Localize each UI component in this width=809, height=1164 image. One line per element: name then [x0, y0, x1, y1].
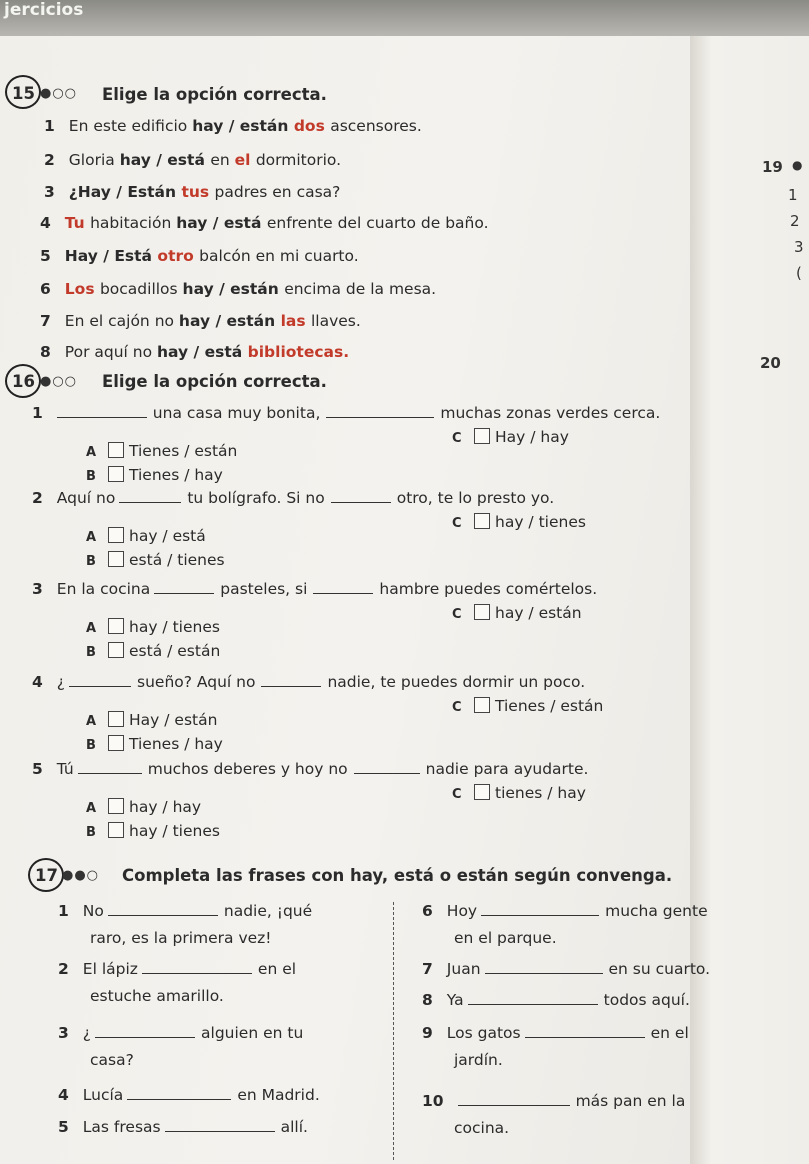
checkbox[interactable]	[474, 513, 490, 529]
answer-blank[interactable]	[326, 405, 434, 418]
sentence-end: en el	[650, 1024, 689, 1042]
exercise-16-item	[32, 404, 660, 422]
option-letter: A	[86, 445, 97, 460]
answer-blank[interactable]	[165, 1119, 275, 1132]
answer-blank[interactable]	[525, 1025, 645, 1038]
option-text: Tienes / están	[495, 697, 604, 715]
option-a[interactable]	[86, 798, 201, 816]
option-b[interactable]	[86, 551, 225, 569]
exercise-15-item	[44, 117, 422, 135]
exercise-17-item	[58, 1086, 320, 1104]
option-text: está / están	[129, 642, 221, 660]
sentence-end: nadie para ayudarte.	[425, 760, 589, 778]
option-c[interactable]	[452, 784, 586, 802]
exercise-17-item	[422, 960, 710, 978]
option-b[interactable]	[86, 642, 220, 660]
option-text: tienes / hay	[495, 784, 586, 802]
option-letter: C	[452, 787, 462, 802]
option-letter: A	[86, 801, 97, 816]
exercise-15-item	[40, 214, 489, 232]
option-text: hay / tienes	[129, 618, 220, 636]
sentence-start: Hoy	[446, 902, 478, 920]
sentence-end: nadie, te puedes dormir un poco.	[327, 673, 586, 691]
exercise-15-item	[40, 280, 436, 298]
item-number: 1	[44, 117, 55, 135]
exercise-19-dot: ●	[792, 158, 803, 172]
item-number: 6	[40, 280, 51, 298]
answer-blank[interactable]	[354, 761, 420, 774]
item-text: Tu habitación hay / está enfrente del cuarto de baño.	[64, 214, 489, 232]
checkbox[interactable]	[108, 618, 124, 634]
answer-blank[interactable]	[154, 581, 214, 594]
sentence-end: todos aquí.	[603, 991, 690, 1009]
exercise-15-item	[40, 247, 359, 265]
option-text: hay / hay	[129, 798, 202, 816]
option-letter: B	[86, 645, 96, 660]
sentence-continuation: raro, es la primera vez!	[90, 929, 272, 947]
sentence-end: en el	[257, 960, 297, 978]
exercise-17-number: 17	[35, 866, 58, 885]
option-letter: A	[86, 621, 97, 636]
checkbox[interactable]	[108, 711, 124, 727]
exercise-17-item	[58, 960, 296, 978]
answer-blank[interactable]	[458, 1093, 570, 1106]
option-letter: A	[86, 714, 97, 729]
option-letter: C	[452, 607, 462, 622]
checkbox[interactable]	[108, 798, 124, 814]
item-number: 7	[422, 960, 433, 978]
checkbox[interactable]	[108, 527, 124, 543]
exercise-15-number: 15	[12, 84, 35, 103]
sentence-start: ¿	[56, 673, 66, 691]
answer-blank[interactable]	[142, 961, 252, 974]
item-number: 2	[32, 489, 43, 507]
item-text: En este edificio hay / están dos ascensores.	[68, 117, 422, 135]
sentence-start: Lucía	[82, 1086, 124, 1104]
sentence-end: hambre puedes comértelos.	[379, 580, 598, 598]
exercise-17-item	[422, 1092, 685, 1110]
item-text: Gloria hay / está en el dormitorio.	[68, 151, 342, 169]
item-number: 10	[422, 1092, 444, 1110]
sentence-start: En la cocina	[56, 580, 151, 598]
option-a[interactable]	[86, 711, 217, 729]
option-text: hay / tienes	[495, 513, 586, 531]
answer-blank[interactable]	[119, 490, 181, 503]
item-number: 8	[422, 991, 433, 1009]
item-number: 7	[40, 312, 51, 330]
answer-blank[interactable]	[468, 992, 598, 1005]
option-text: está / tienes	[129, 551, 225, 569]
option-letter: B	[86, 738, 96, 753]
checkbox[interactable]	[108, 466, 124, 482]
item-number: 6	[422, 902, 433, 920]
exercise-20-number: 20	[760, 354, 781, 372]
sentence-middle: pasteles, si	[220, 580, 308, 598]
checkbox[interactable]	[474, 428, 490, 444]
item-text: Por aquí no hay / está bibliotecas.	[64, 343, 350, 361]
sentence-middle: una casa muy bonita,	[152, 404, 321, 422]
sentence-start: Las fresas	[82, 1118, 161, 1136]
exercise-17-item	[58, 1024, 303, 1042]
item-text: En el cajón no hay / están las llaves.	[64, 312, 361, 330]
option-a[interactable]	[86, 442, 237, 460]
sentence-end: nadie, ¡qué	[223, 902, 313, 920]
checkbox[interactable]	[474, 784, 490, 800]
item-number: 3	[32, 580, 43, 598]
sentence-start: Juan	[446, 960, 481, 978]
item-number: 5	[32, 760, 43, 778]
item-number: 4	[40, 214, 51, 232]
option-text: hay / tienes	[129, 822, 220, 840]
option-letter: C	[452, 431, 462, 446]
checkbox[interactable]	[474, 697, 490, 713]
option-letter: A	[86, 530, 97, 545]
difficulty-dots: ●●○	[62, 868, 100, 883]
answer-blank[interactable]	[261, 674, 321, 687]
sentence-start: Los gatos	[446, 1024, 521, 1042]
header-text: jercicios	[4, 0, 84, 20]
option-c[interactable]	[452, 604, 582, 622]
sentence-middle: muchos deberes y hoy no	[147, 760, 348, 778]
exercise-16-item	[32, 580, 597, 598]
sentence-start: El lápiz	[82, 960, 138, 978]
option-a[interactable]	[86, 618, 220, 636]
sentence-end: otro, te lo presto yo.	[396, 489, 555, 507]
sentence-start: No	[82, 902, 104, 920]
item-number: 5	[58, 1118, 69, 1136]
right-item-4: (	[796, 264, 802, 282]
option-text: Hay / están	[129, 711, 218, 729]
right-item-2: 2	[790, 212, 800, 230]
exercise-16-instruction: Elige la opción correcta.	[102, 372, 327, 391]
option-letter: C	[452, 516, 462, 531]
answer-blank[interactable]	[57, 405, 147, 418]
option-text: hay / está	[129, 527, 206, 545]
item-text: ¿Hay / Están tus padres en casa?	[68, 183, 341, 201]
option-b[interactable]	[86, 822, 220, 840]
item-number: 2	[58, 960, 69, 978]
exercise-15-item	[44, 151, 341, 169]
sentence-end: alguien en tu	[201, 1024, 304, 1042]
answer-blank[interactable]	[331, 490, 391, 503]
column-separator	[393, 902, 394, 1160]
exercise-16-number: 16	[12, 372, 35, 391]
answer-blank[interactable]	[95, 1025, 195, 1038]
answer-blank[interactable]	[127, 1087, 231, 1100]
option-c[interactable]	[452, 697, 603, 715]
exercise-17-item	[422, 1024, 689, 1042]
option-a[interactable]	[86, 527, 206, 545]
option-text: Tienes / están	[129, 442, 238, 460]
answer-blank[interactable]	[481, 903, 599, 916]
sentence-end: allí.	[280, 1118, 308, 1136]
option-letter: C	[452, 700, 462, 715]
item-number: 8	[40, 343, 51, 361]
option-b[interactable]	[86, 735, 223, 753]
sentence-start: Aquí no	[56, 489, 116, 507]
exercise-16-item	[32, 760, 588, 778]
sentence-start: Ya	[446, 991, 464, 1009]
item-number: 9	[422, 1024, 433, 1042]
item-number: 1	[58, 902, 69, 920]
checkbox[interactable]	[108, 642, 124, 658]
sentence-middle: sueño? Aquí no	[137, 673, 256, 691]
item-text: Hay / Está otro balcón en mi cuarto.	[64, 247, 359, 265]
item-number: 1	[32, 404, 43, 422]
exercise-16-item	[32, 489, 554, 507]
sentence-end: más pan en la	[575, 1092, 686, 1110]
sentence-start: Tú	[56, 760, 74, 778]
right-item-3: 3	[794, 238, 804, 256]
sentence-end: muchas zonas verdes cerca.	[440, 404, 661, 422]
sentence-end: mucha gente	[605, 902, 708, 920]
exercise-17-item	[422, 902, 708, 920]
sentence-end: en Madrid.	[237, 1086, 320, 1104]
answer-blank[interactable]	[485, 961, 603, 974]
checkbox[interactable]	[108, 551, 124, 567]
right-item-1: 1	[788, 186, 798, 204]
sentence-continuation: cocina.	[454, 1119, 510, 1137]
option-letter: B	[86, 554, 96, 569]
sentence-continuation: en el parque.	[454, 929, 557, 947]
page-header-band	[0, 0, 809, 36]
answer-blank[interactable]	[108, 903, 218, 916]
item-number: 4	[32, 673, 43, 691]
sentence-end: en su cuarto.	[608, 960, 711, 978]
exercise-17-item	[58, 902, 312, 920]
option-letter: B	[86, 469, 96, 484]
option-text: Tienes / hay	[129, 466, 223, 484]
exercise-15-instruction: Elige la opción correcta.	[102, 85, 327, 104]
exercise-16-item	[32, 673, 585, 691]
exercise-17-item	[422, 991, 690, 1009]
checkbox[interactable]	[474, 604, 490, 620]
difficulty-dots: ●○○	[40, 374, 78, 389]
answer-blank[interactable]	[78, 761, 142, 774]
option-text: hay / están	[495, 604, 582, 622]
option-text: Hay / hay	[495, 428, 569, 446]
item-text: Los bocadillos hay / están encima de la mesa.	[64, 280, 437, 298]
option-c[interactable]	[452, 513, 586, 531]
sentence-continuation: jardín.	[454, 1051, 503, 1069]
exercise-15-item	[40, 312, 361, 330]
checkbox[interactable]	[108, 822, 124, 838]
checkbox[interactable]	[108, 442, 124, 458]
option-c[interactable]	[452, 428, 569, 446]
sentence-middle: tu bolígrafo. Si no	[187, 489, 325, 507]
checkbox[interactable]	[108, 735, 124, 751]
sentence-continuation: estuche amarillo.	[90, 987, 224, 1005]
exercise-15-item	[40, 343, 349, 361]
item-number: 5	[40, 247, 51, 265]
sentence-start: ¿	[82, 1024, 92, 1042]
item-number: 3	[58, 1024, 69, 1042]
item-number: 3	[44, 183, 55, 201]
option-text: Tienes / hay	[129, 735, 223, 753]
answer-blank[interactable]	[69, 674, 131, 687]
difficulty-dots: ●○○	[40, 86, 78, 101]
sentence-continuation: casa?	[90, 1051, 134, 1069]
exercise-19-number: 19	[762, 158, 783, 176]
option-letter: B	[86, 825, 96, 840]
option-b[interactable]	[86, 466, 223, 484]
item-number: 2	[44, 151, 55, 169]
exercise-17-item	[58, 1118, 308, 1136]
item-number: 4	[58, 1086, 69, 1104]
exercise-15-item	[44, 183, 340, 201]
answer-blank[interactable]	[313, 581, 373, 594]
exercise-17-instruction: Completa las frases con hay, está o están según convenga.	[122, 866, 673, 885]
